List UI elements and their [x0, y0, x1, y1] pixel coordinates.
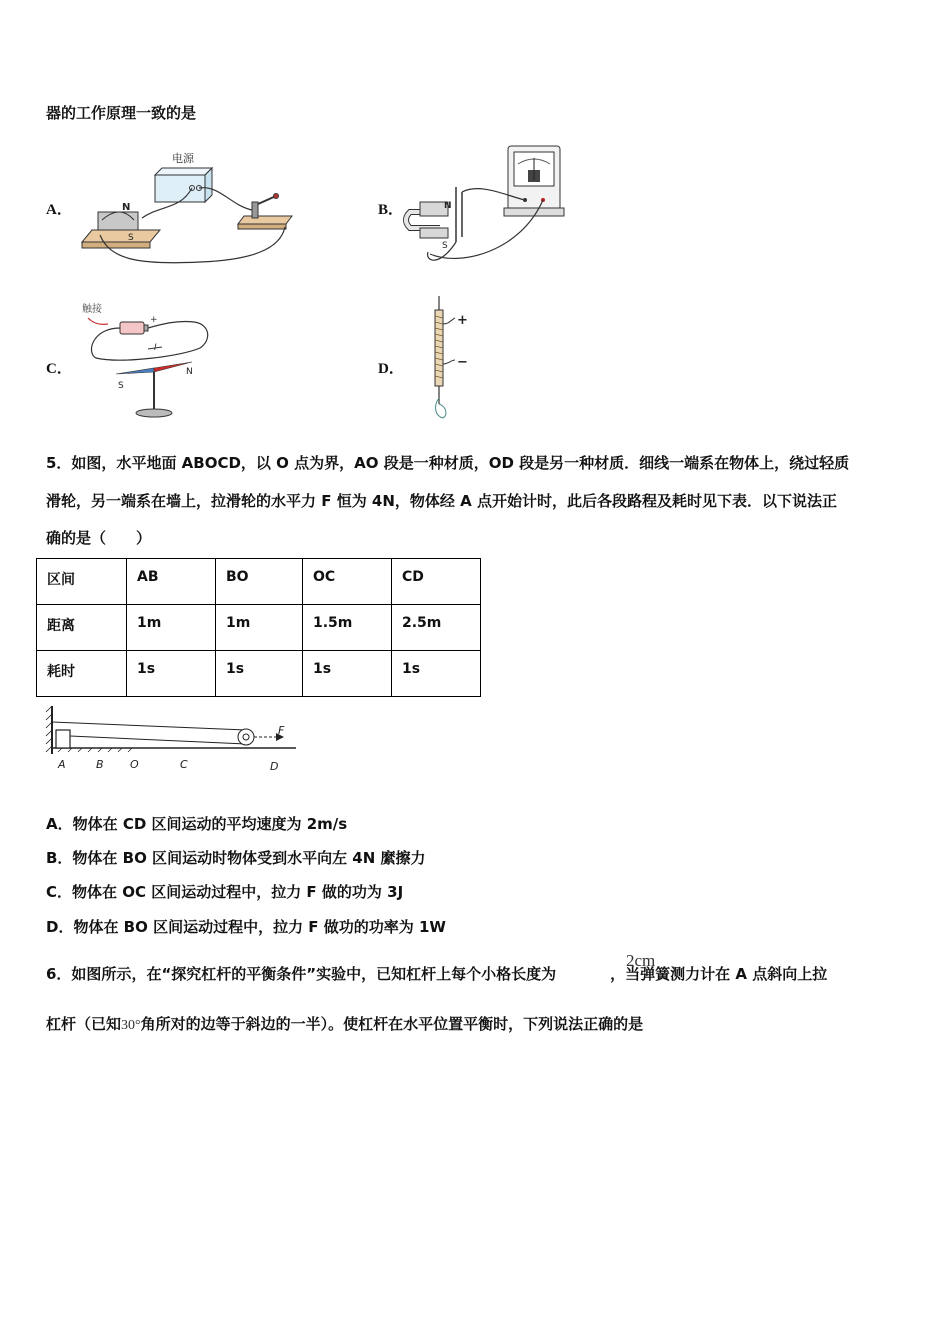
fig-c-s: S	[118, 381, 124, 391]
fig-label-a: A	[58, 758, 66, 771]
fig-c-touch: 触接	[82, 304, 102, 315]
q4-option-b-figure	[400, 142, 580, 267]
q5-line-2: 滑轮，另一端系在墙上，拉滑轮的水平力 F 恒为 4N，物体经 A 点开始计时，此后各段路程及耗时见下表．以下说法正	[46, 492, 837, 510]
fig-label-c: C	[180, 758, 188, 771]
q4-option-a-figure	[80, 150, 320, 270]
q5-option-a: A．物体在 CD 区间运动的平均速度为 2m/s	[46, 815, 348, 833]
table-cell: 2.5m	[392, 605, 481, 651]
table-cell: 区间	[37, 559, 127, 605]
table-cell: 1s	[303, 651, 392, 697]
table-cell: 距离	[37, 605, 127, 651]
q4-option-b-label: B．	[378, 202, 404, 218]
q4-option-d-figure	[415, 294, 485, 424]
q5-option-b: B．物体在 BO 区间运动时物体受到水平向左 4N 縻擦力	[46, 849, 426, 867]
table-cell: 1m	[127, 605, 216, 651]
q5-data-table	[36, 558, 481, 697]
table-row	[37, 559, 481, 605]
q4-option-d-label: D．	[378, 361, 404, 377]
fig-a-s: S	[128, 233, 134, 243]
q4-option-a-label: A．	[46, 202, 72, 218]
q6-line-2-post: 角所对的边等于斜边的一半）。使杠杆在水平位置平衡时，下列说法正确的是	[140, 1015, 644, 1033]
fig-a-n: N	[122, 202, 131, 213]
svg-text:+: +	[150, 315, 158, 325]
table-cell: 1s	[392, 651, 481, 697]
table-cell: 1s	[216, 651, 303, 697]
q5-option-d: D．物体在 BO 区间运动过程中，拉力 F 做功的功率为 1W	[46, 918, 446, 936]
fig-b-s: S	[442, 241, 448, 251]
table-cell: BO	[216, 559, 303, 605]
q6-angle: 30°	[121, 1018, 141, 1033]
q6-line-1	[46, 963, 827, 984]
table-cell: AB	[127, 559, 216, 605]
q6-line-2	[46, 1013, 643, 1034]
q6-unit-2cm: 2cm	[626, 951, 656, 970]
table-cell: 1.5m	[303, 605, 392, 651]
q5-option-c: C．物体在 OC 区间运动过程中，拉力 F 做的功为 3J	[46, 883, 404, 901]
table-cell: OC	[303, 559, 392, 605]
table-row	[37, 605, 481, 651]
fig-label-o: O	[130, 758, 139, 771]
table-cell: 耗时	[37, 651, 127, 697]
q5-pulley-figure	[40, 702, 310, 780]
fig-d-plus: +	[457, 313, 468, 328]
fig-label-f: F	[278, 724, 285, 737]
q5-line-1: 5．如图，水平地面 ABOCD，以 O 点为界，AO 段是一种材质，OD 段是另一种材质．细线一端系在物体上，绕过轻质	[46, 454, 850, 472]
q6-line-1-post: ，当弹簧测力计在 A 点斜向上拉	[610, 965, 828, 983]
q4-option-c-label: C．	[46, 361, 72, 377]
q6-line-1-pre: 6．如图所示，在“探究杠杆的平衡条件”实验中，已知杠杆上每个小格长度为	[46, 965, 557, 983]
fig-label-b: B	[96, 758, 104, 771]
q6-line-2-pre: 杠杆（已知	[46, 1015, 122, 1033]
fig-c-n: N	[186, 367, 193, 377]
fig-label-d: D	[270, 760, 279, 773]
fig-d-minus: −	[457, 355, 468, 370]
fig-b-n: N	[444, 201, 452, 211]
q5-line-3: 确的是（ ）	[46, 529, 152, 547]
table-row	[37, 651, 481, 697]
q4-question-tail: 器的工作原理一致的是	[46, 104, 197, 122]
table-cell: 1m	[216, 605, 303, 651]
table-cell: CD	[392, 559, 481, 605]
fig-a-power-label: 电源	[172, 152, 194, 165]
table-cell: 1s	[127, 651, 216, 697]
q4-option-c-figure	[82, 298, 222, 423]
